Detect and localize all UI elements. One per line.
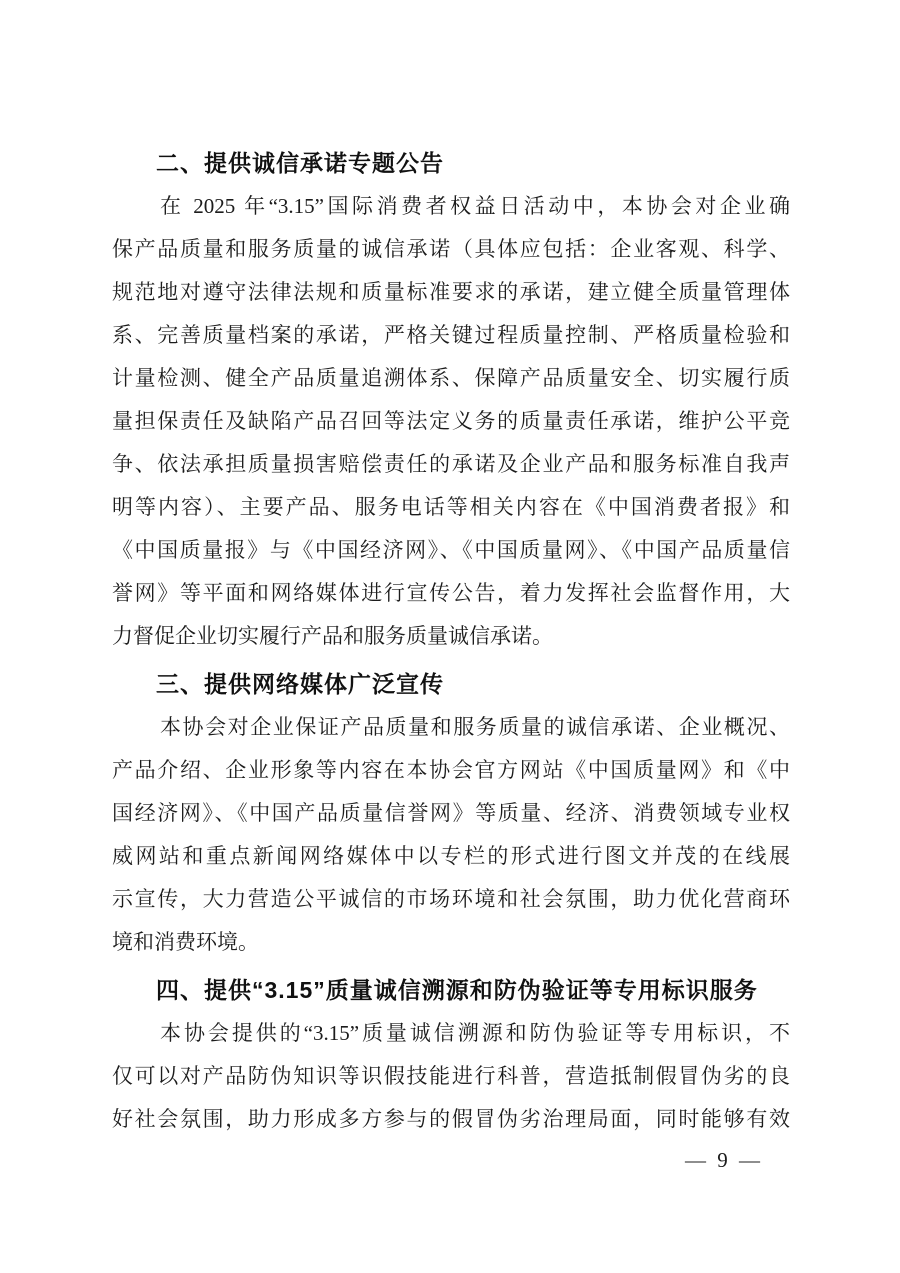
paragraph-line: 示宣传，大力营造公平诚信的市场环境和社会氛围，助力优化营商环 [112,887,790,911]
paragraph-line: 规范地对遵守法律法规和质量标准要求的承诺，建立健全质量管理体 [112,280,790,304]
paragraph-line: 在 2025 年“3.15”国际消费者权益日活动中，本协会对企业确 [160,194,790,218]
section-heading-3: 三、提供网络媒体广泛宣传 [156,671,444,697]
paragraph-line: 本协会对企业保证产品质量和服务质量的诚信承诺、企业概况、 [160,715,790,739]
paragraph-line: 好社会氛围，助力形成多方参与的假冒伪劣治理局面，同时能够有效 [112,1107,790,1131]
paragraph-line: 争、依法承担质量损害赔偿责任的承诺及企业产品和服务标准自我声 [112,452,790,476]
paragraph-line: 仅可以对产品防伪知识等识假技能进行科普，营造抵制假冒伪劣的良 [112,1064,790,1088]
section-heading-4: 四、提供“3.15”质量诚信溯源和防伪验证等专用标识服务 [156,977,758,1003]
paragraph-line: 威网站和重点新闻网络媒体中以专栏的形式进行图文并茂的在线展 [112,844,790,868]
paragraph-line: 量担保责任及缺陷产品召回等法定义务的质量责任承诺，维护公平竞 [112,409,790,433]
paragraph-line: 计量检测、健全产品质量追溯体系、保障产品质量安全、切实履行质 [112,366,790,390]
page-number: — 9 — [685,1148,763,1172]
paragraph-line: 境和消费环境。 [112,930,259,954]
paragraph-line: 本协会提供的“3.15”质量诚信溯源和防伪验证等专用标识，不 [160,1021,790,1045]
paragraph-line: 保产品质量和服务质量的诚信承诺（具体应包括：企业客观、科学、 [112,237,790,261]
document-content [112,142,790,1141]
section-heading-2: 二、提供诚信承诺专题公告 [156,150,444,176]
paragraph-line: 明等内容）、主要产品、服务电话等相关内容在《中国消费者报》和 [112,495,790,519]
paragraph-line: 力督促企业切实履行产品和服务质量诚信承诺。 [112,624,553,648]
paragraph-line: 誉网》等平面和网络媒体进行宣传公告，着力发挥社会监督作用，大 [112,581,790,605]
paragraph-line: 《中国质量报》与《中国经济网》、《中国质量网》、《中国产品质量信 [112,538,790,562]
paragraph-line: 国经济网》、《中国产品质量信誉网》等质量、经济、消费领域专业权 [112,801,790,825]
paragraph-line: 产品介绍、企业形象等内容在本协会官方网站《中国质量网》和《中 [112,758,790,782]
paragraph-line: 系、完善质量档案的承诺，严格关键过程质量控制、严格质量检验和 [112,323,790,347]
